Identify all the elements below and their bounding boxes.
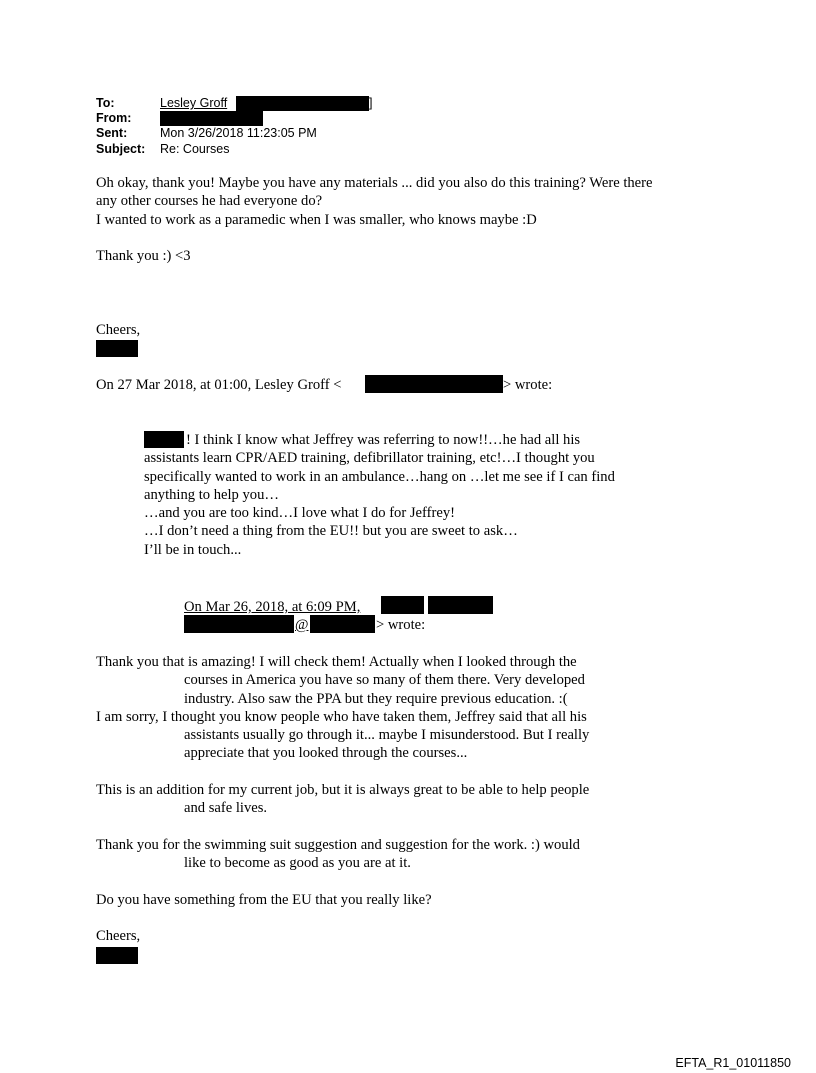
original-para-3 [96, 781, 696, 818]
quote1-line: I’ll be in touch... [144, 541, 242, 558]
original-line: I am sorry, I thought you know people who have taken them, Jeffrey said that all his [96, 708, 587, 725]
to-label: To: [96, 96, 115, 110]
redaction-signature-2 [96, 947, 138, 964]
redaction-email-address [365, 375, 503, 393]
document-id: EFTA_R1_01011850 [675, 1056, 791, 1070]
original-para-5: Do you have something from the EU that you really like? [96, 891, 432, 908]
reply-line: I wanted to work as a paramedic when I was smaller, who knows maybe :D [96, 211, 537, 228]
redaction-email-user [184, 615, 294, 633]
reply-line: any other courses he had everyone do? [96, 193, 323, 210]
reply-thanks: Thank you :) <3 [96, 248, 191, 264]
redaction-sender-last [428, 596, 493, 614]
original-line: assistants usually go through it... maybe I misunderstood. But I really [184, 727, 590, 744]
from-label: From: [96, 111, 132, 125]
redaction-signature [96, 340, 138, 357]
quote2-at-sign: @ [295, 617, 309, 633]
sent-label: Sent: [96, 126, 128, 140]
quote2-attribution-prefix: On Mar 26, 2018, at 6:09 PM, [184, 599, 361, 615]
quote1-line: …I don’t need a thing from the EU!! but you are sweet to ask… [144, 523, 518, 540]
original-body [96, 653, 696, 946]
original-line: industry. Also saw the PPA but they require previous education. :( [184, 690, 568, 707]
original-signoff: Cheers, [96, 928, 141, 945]
original-line: This is an addition for my current job, but it is always great to be able to help people [96, 782, 590, 799]
subject-value: Re: Courses [160, 142, 230, 156]
redaction-from [160, 111, 263, 126]
original-line: Thank you that is amazing! I will check them! Actually when I looked through the [96, 654, 577, 670]
redaction-email-domain [310, 615, 375, 633]
quote1-attribution [96, 376, 341, 394]
original-line: like to become as good as you are at it. [184, 855, 411, 872]
quote2-wrote: > wrote: [376, 617, 426, 633]
original-line: Thank you for the swimming suit suggestion and suggestion for the work. :) would [96, 836, 580, 853]
subject-label: Subject: [96, 142, 146, 156]
quote1-attribution-prefix: On 27 Mar 2018, at 01:00, Lesley Groff < [96, 377, 342, 393]
quote1-line: ! I think I know what Jeffrey was referring to now!!…he had all his [186, 432, 581, 448]
redaction-to-email [236, 96, 369, 111]
reply-body [96, 174, 756, 229]
quote1-line: specifically wanted to work in an ambulance…hang on …let me see if I can find [144, 468, 615, 485]
original-para-2 [96, 708, 696, 763]
quote1-line: …and you are too kind…I love what I do for Jeffrey! [144, 505, 455, 522]
to-close-bracket: ] [369, 96, 373, 110]
original-line: and safe lives. [184, 800, 268, 817]
quote1-line: assistants learn CPR/AED training, defibrillator training, etc!…I thought you [144, 450, 595, 467]
original-para-4 [96, 836, 696, 873]
reply-line: Oh okay, thank you! Maybe you have any materials ... did you also do this training? Were there [96, 175, 653, 191]
original-line: courses in America you have so many of them there. Very developed [184, 672, 585, 689]
quote1-attribution-suffix: > wrote: [503, 377, 553, 393]
original-line: appreciate that you looked through the courses... [184, 745, 468, 762]
quote1-body [144, 431, 704, 559]
quote1-line: anything to help you… [144, 486, 279, 503]
reply-signoff: Cheers, [96, 322, 141, 338]
sent-value: Mon 3/26/2018 11:23:05 PM [160, 126, 317, 140]
to-value: Lesley Groff [160, 96, 228, 110]
redaction-sender-first [381, 596, 424, 614]
original-para-1 [96, 653, 696, 708]
